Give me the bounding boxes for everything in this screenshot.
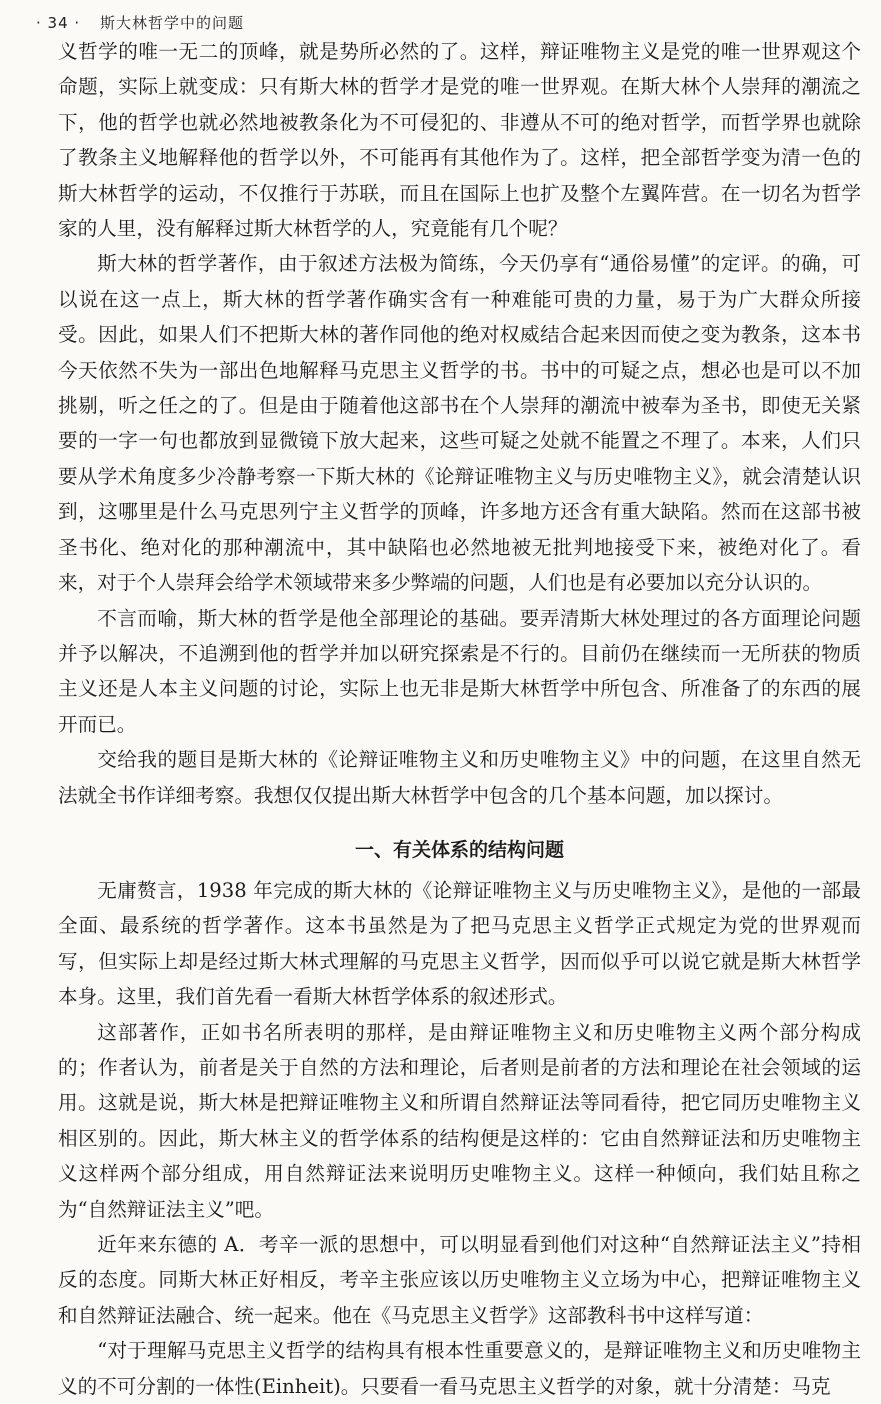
paragraph-6: 这部著作，正如书名所表明的那样，是由辩证唯物主义和历史唯物主义两个部分构成的；作者认为，前者是关于自然的方法和理论，后者则是前者的方法和理论在社会领域的运用。这就是说，斯大林是把辩证唯物主义和所谓自然辩证法等同看待，把它同历史唯物主义相区别的。因此，斯大林主义的哲学体系的结构便是这样的：它由自然辩证法和历史唯物主义这样两个部分组成，用自然辩证法来说明历史唯物主义。这样一种倾向，我们姑且称之为“自然辩证法主义”吧。 — [58, 1020, 861, 1221]
paragraph-1: 义哲学的唯一无二的顶峰，就是势所必然的了。这样，辩证唯物主义是党的唯一世界观这个命题，实际上就变成：只有斯大林的哲学才是党的唯一世界观。在斯大林个人崇拜的潮流之下，他的哲学也就必然地被教条化为不可侵犯的、非遵从不可的绝对哲学，而哲学界也就除了教条主义地解释他的哲学以外，不可能再有其他作为了。这样，把全部哲学变为清一色的斯大林哲学的运动，不仅推行于苏联，而且在国际上也扩及整个左翼阵营。在一切名为哲学家的人里，没有解释过斯大林哲学的人，究竟能有几个呢？ — [58, 40, 861, 241]
running-title: 斯大林哲学中的问题 — [99, 14, 244, 32]
running-header — [36, 12, 244, 33]
paragraph-3: 不言而喻，斯大林的哲学是他全部理论的基础。要弄清斯大林处理过的各方面理论问题并予以解决，不追溯到他的哲学并加以研究探索是不行的。目前仍在继续而一无所获的物质主义还是人本主义问题的讨论，实际上也无非是斯大林哲学中所包含、所准备了的东西的展开而已。 — [58, 606, 861, 736]
body-text — [58, 34, 861, 1404]
paragraph-8: “对于理解马克思主义哲学的结构具有根本性重要意义的，是辩证唯物主义和历史唯物主义的不可分割的一体性(Einheit)。只要看一看马克思主义哲学的对象，就十分清楚：马克 — [58, 1339, 861, 1398]
paragraph-7: 近年来东德的 A．考辛一派的思想中，可以明显看到他们对这种“自然辩证法主义”持相反的态度。同斯大林正好相反，考辛主张应该以历史唯物主义立场为中心，把辩证唯物主义和自然辩证法融合、统一起来。他在《马克思主义哲学》这部教科书中这样写道： — [58, 1233, 861, 1327]
paragraph-5: 无庸赘言，1938 年完成的斯大林的《论辩证唯物主义与历史唯物主义》，是他的一部最全面、最系统的哲学著作。这本书虽然是为了把马克思主义哲学正式规定为党的世界观而写，但实际上却是经过斯大林式理解的马克思主义哲学，因而似乎可以说它就是斯大林哲学本身。这里，我们首先看一看斯大林哲学体系的叙述形式。 — [58, 878, 861, 1009]
paragraph-4: 交给我的题目是斯大林的《论辩证唯物主义和历史唯物主义》中的问题，在这里自然无法就全书作详细考察。我想仅仅提出斯大林哲学中包含的几个基本问题，加以探讨。 — [58, 748, 861, 807]
page-number: · 34 · — [36, 14, 81, 32]
paragraph-2: 斯大林的哲学著作，由于叙述方法极为简练，今天仍享有“通俗易懂”的定评。的确，可以说在这一点上，斯大林的哲学著作确实含有一种难能可贵的力量，易于为广大群众所接受。因此，如果人们不把斯大林的著作同他的绝对权威结合起来因而使之变为教条，这本书今天依然不失为一部出色地解释马克思主义哲学的书。书中的可疑之点，想必也是可以不加挑剔，听之任之的了。但是由于随着他这部书在个人崇拜的潮流中被奉为圣书，即使无关紧要的一字一句也都放到显微镜下放大起来，这些可疑之处就不能置之不理了。本来，人们只要从学术角度多少冷静考察一下斯大林的《论辩证唯物主义与历史唯物主义》，就会清楚认识到，这哪里是什么马克思列宁主义哲学的顶峰，许多地方还含有重大缺陷。然而在这部书被圣书化、绝对化的那种潮流中，其中缺陷也必然地被无批判地接受下来，被绝对化了。看来，对于个人崇拜会给学术领域带来多少弊端的问题，人们也是有必要加以充分认识的。 — [58, 252, 861, 595]
section-heading: 一、有关体系的结构问题 — [354, 838, 564, 861]
